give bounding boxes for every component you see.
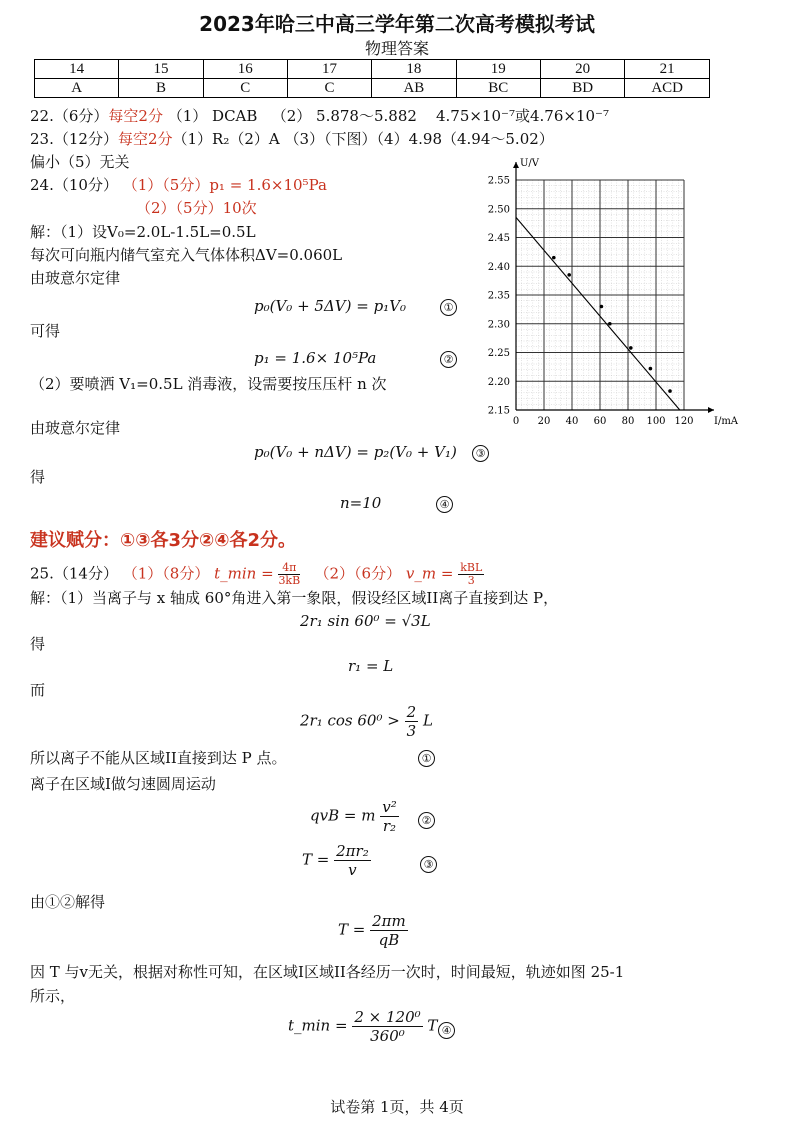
q25-eq7-fraction (352, 1008, 422, 1045)
q22-label: 22.（6分） (30, 107, 109, 125)
data-point (629, 346, 633, 350)
y-tick-label: 2.55 (487, 175, 510, 187)
scoring-recommendation: 建议赋分：①③各3分②④各2分。 (30, 530, 297, 551)
x-tick-label: 120 (674, 416, 694, 427)
q25-vm-denominator: 3 (467, 574, 475, 587)
answer-cell: ACD (625, 79, 710, 98)
question-number: 19 (456, 60, 540, 79)
answer-cell: AB (372, 79, 456, 98)
q24-solution-line-2: 每次可向瓶内储气室充入气体体积ΔV=0.060L (30, 246, 343, 264)
q24-equation-3: p₀(V₀ + nΔV) = p₂(V₀ + V₁) (254, 443, 457, 461)
page-footer: 试卷第 1页，共 4页 (330, 1098, 464, 1116)
q25-equation-7 (288, 1008, 437, 1045)
q25-eq3-numerator: 2 (406, 703, 417, 721)
q25-eq7-numerator: 2 × 120⁰ (354, 1008, 421, 1026)
q22-part1: （1） DCAB (167, 107, 258, 125)
y-tick-label: 2.20 (487, 376, 510, 388)
eq-mark-4: ④ (438, 1022, 455, 1039)
q25-vm-fraction (458, 562, 484, 587)
q25-eq5-numerator: 2πr₂ (336, 842, 369, 860)
q25-eq4-denominator: r₂ (382, 817, 397, 835)
x-axis-arrow (708, 407, 714, 413)
q25-eq6-numerator: 2πm (372, 912, 406, 930)
q24-keyi: 可得 (30, 322, 61, 340)
q25-eq4-left: qvB = m (310, 806, 376, 825)
y-tick-label: 2.25 (487, 348, 510, 359)
data-point (649, 367, 653, 371)
answer-cell: BC (456, 79, 540, 98)
q25-tmin-label: t_min = (214, 564, 274, 583)
q25-er: 而 (30, 681, 46, 699)
q25-solution-line-1: 解：（1）当离子与 x 轴成 60°角进入第一象限，假设经区域II离子直接到达 P， (30, 589, 559, 607)
y-axis-arrow (513, 162, 519, 168)
q25-de: 得 (30, 635, 46, 653)
q23-score-note: 每空2分 (117, 130, 173, 148)
q25-eq5-fraction (334, 842, 371, 879)
eq-mark-2: ② (440, 351, 457, 368)
q25-eq3-fraction (405, 703, 419, 740)
q25-eq3-left: 2r₁ cos 60⁰ > (300, 711, 400, 730)
data-point (552, 256, 556, 260)
q23-content-continued: 偏小（5）无关 (30, 153, 130, 171)
q24-equation-1: p₀(V₀ + 5ΔV) = p₁V₀ (254, 297, 407, 315)
answer-cell: BD (540, 79, 624, 98)
q25-vm-label: v_m = (405, 564, 454, 583)
q25-equation-3 (300, 703, 433, 740)
q25-eq6-fraction (370, 912, 408, 949)
q25-equation-2: r₁ = L (348, 657, 394, 675)
page-subtitle: 物理答案 (364, 39, 429, 58)
x-axis-label: I/mA (714, 416, 739, 427)
x-tick-label: 40 (565, 416, 579, 427)
q25-solution-line-4: 由①②解得 (30, 893, 106, 911)
question-number: 17 (287, 60, 371, 79)
data-point (600, 305, 604, 309)
q25-tmin-fraction (278, 562, 300, 587)
q25-eq6-denominator: qB (378, 931, 400, 949)
y-tick-label: 2.15 (487, 405, 510, 417)
q23-line (30, 129, 554, 149)
q23-label: 23.（12分） (30, 130, 118, 148)
q24-answer-2: （2）（5分）10次 (136, 199, 257, 217)
q25-eq7-denominator: 360⁰ (370, 1027, 405, 1045)
q24-solution-line-1: 解：（1）设V₀=2.0L-1.5L=0.5L (30, 223, 256, 241)
q25-eq7-right: T (427, 1016, 438, 1035)
q25-equation-1: 2r₁ sin 60⁰ = √3L (300, 612, 431, 630)
q25-equation-4 (310, 798, 399, 835)
q25-answer-2-prefix: （2）（6分） (314, 564, 402, 583)
answer-table-answer-row (35, 79, 710, 98)
answer-cell: A (35, 79, 119, 98)
y-tick-label: 2.45 (487, 233, 510, 244)
q25-eq7-left: t_min = (288, 1016, 348, 1035)
q25-eq3-denominator: 3 (406, 722, 417, 740)
q25-eq5-left: T = (302, 850, 330, 869)
q25-vm-numerator: kBL (460, 561, 483, 574)
q24-equation-2: p₁ = 1.6× 10⁵Pa (254, 349, 377, 367)
q25-solution-line-3: 离子在区域I做匀速圆周运动 (30, 775, 216, 793)
question-number: 20 (540, 60, 624, 79)
question-number: 16 (203, 60, 287, 79)
y-tick-label: 2.50 (487, 204, 510, 216)
q23-content: （1）R₂（2）A （3）（下图）（4）4.98（4.94～5.02） (172, 130, 554, 148)
q25-equation-5 (302, 842, 371, 879)
data-point (608, 322, 612, 326)
q25-eq4-fraction (380, 798, 399, 835)
q25-equation-6 (338, 912, 408, 949)
q22-score-note: 每空2分 (108, 107, 163, 125)
q25-eq4-numerator: v² (382, 798, 397, 816)
q22-part2: （2） 5.878～5.882 (271, 107, 417, 125)
y-tick-label: 2.40 (487, 261, 510, 273)
y-tick-label: 2.30 (487, 319, 510, 331)
q25-eq3-right: L (422, 711, 433, 730)
q24-solution-line-3: 由玻意尔定律 (30, 269, 121, 287)
data-point (567, 273, 571, 277)
q24-answer-1: （1）（5分）p₁ = 1.6×10⁵Pa (122, 176, 327, 194)
q25-label: 25.（14分） (30, 564, 118, 583)
graph-points (552, 256, 672, 393)
q25-answer-1-prefix: （1）（8分） (122, 564, 210, 583)
q24-solution-line-5: 由玻意尔定律 (30, 419, 121, 437)
x-tick-label: 60 (593, 416, 607, 427)
q25-tmin-denominator: 3kB (278, 574, 301, 587)
eq-mark-3: ③ (420, 856, 437, 873)
data-point (668, 389, 672, 393)
x-tick-label: 20 (537, 416, 551, 427)
x-tick-label: 0 (512, 416, 520, 427)
x-tick-label: 80 (621, 416, 635, 427)
q24-label: 24.（10分） (30, 176, 118, 194)
q25-eq5-denominator: v (348, 861, 357, 879)
q24-solution-line-4: （2）要喷洒 V₁=0.5L 消毒液，设需要按压压杆 n 次 (30, 375, 387, 393)
question-number: 21 (625, 60, 710, 79)
question-number: 14 (35, 60, 119, 79)
q25-line (30, 562, 484, 587)
q22-line (30, 106, 609, 126)
question-number: 18 (372, 60, 456, 79)
question-number: 15 (119, 60, 203, 79)
answer-cell: C (287, 79, 371, 98)
eq-mark-1: ① (418, 750, 435, 767)
q25-solution-line-6: 所示， (30, 987, 76, 1005)
eq-mark-2: ② (418, 812, 435, 829)
answer-cell: C (203, 79, 287, 98)
y-tick-label: 2.35 (487, 290, 510, 302)
page-title: 2023年哈三中高三学年第二次高考模拟考试 (199, 12, 595, 36)
q25-solution-line-2: 所以离子不能从区域II直接到达 P 点。 (30, 749, 287, 767)
q22-part3: 4.75×10⁻⁷或4.76×10⁻⁷ (436, 107, 609, 125)
q24-de: 得 (30, 468, 46, 486)
x-tick-label: 100 (646, 416, 666, 427)
answer-table (34, 59, 710, 98)
eq-mark-3: ③ (472, 445, 489, 462)
answer-cell: B (119, 79, 203, 98)
q25-eq6-left: T = (338, 920, 366, 939)
ui-graph (470, 150, 770, 435)
q25-solution-line-5: 因 T 与v无关，根据对称性可知，在区域I区域II各经历一次时，时间最短，轨迹如图 25-1 (30, 963, 625, 981)
answer-table-number-row (35, 60, 710, 79)
q25-tmin-numerator: 4π (278, 562, 300, 575)
q24-equation-4: n=10 (340, 494, 382, 512)
eq-mark-1: ① (440, 299, 457, 316)
eq-mark-4: ④ (436, 496, 453, 513)
y-axis-label: U/V (520, 158, 540, 169)
q24-line (30, 175, 327, 195)
